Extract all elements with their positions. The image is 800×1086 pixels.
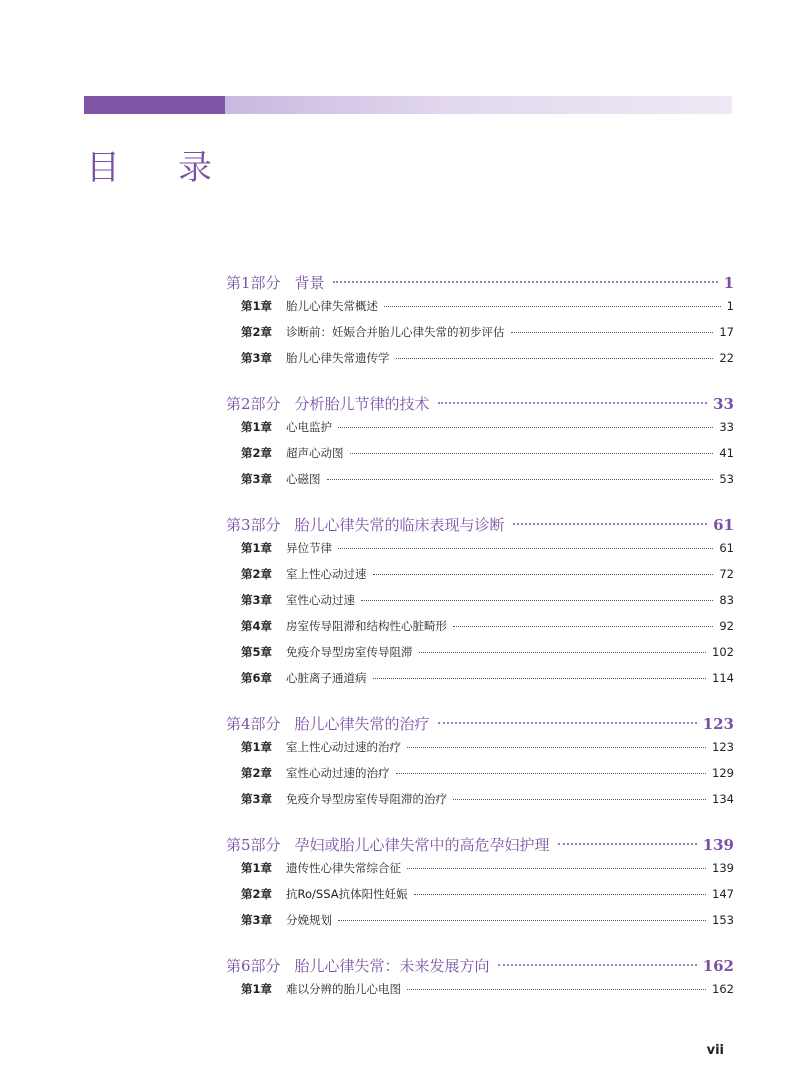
part-page: 162: [702, 957, 734, 975]
dot-leader: [438, 722, 697, 724]
dot-leader: [414, 894, 706, 895]
toc-chapter-entry[interactable]: [226, 912, 734, 938]
part-title: 胎儿心律失常的临床表现与诊断: [294, 516, 505, 534]
part-title: 孕妇或胎儿心律失常中的高危孕妇护理: [294, 836, 550, 854]
chapter-page: 129: [712, 766, 734, 780]
chapter-title: 室上性心动过速: [286, 567, 367, 581]
dot-leader: [338, 427, 713, 428]
chapter-page: 162: [712, 982, 734, 996]
dot-leader: [350, 453, 714, 454]
part-page: 1: [723, 274, 734, 292]
toc-part-entry[interactable]: [226, 955, 734, 981]
chapter-page: 139: [712, 861, 734, 875]
chapter-page: 22: [719, 351, 734, 365]
chapter-number: 第5章: [241, 645, 273, 659]
dot-leader: [407, 747, 706, 748]
page-number: vii: [706, 1043, 724, 1058]
toc-part-entry[interactable]: [226, 713, 734, 739]
page-title-char-2: 录: [178, 148, 214, 188]
part-number: 第5部分: [226, 836, 281, 854]
toc-part-entry[interactable]: [226, 834, 734, 860]
toc-chapter-entry[interactable]: [226, 350, 734, 376]
toc-chapter-entry[interactable]: [226, 324, 734, 350]
dot-leader: [407, 989, 706, 990]
chapter-number: 第3章: [241, 472, 273, 486]
page-title: [86, 140, 214, 189]
chapter-title: 胎儿心律失常概述: [286, 299, 379, 313]
chapter-title: 分娩规划: [286, 913, 333, 927]
part-page: 61: [713, 516, 734, 534]
chapter-title: 诊断前：妊娠合并胎儿心律失常的初步评估: [286, 325, 505, 339]
toc-part-group: [226, 955, 734, 1007]
toc-chapter-entry[interactable]: [226, 566, 734, 592]
dot-leader: [338, 548, 713, 549]
part-number: 第2部分: [226, 395, 281, 413]
chapter-page: 102: [712, 645, 734, 659]
dot-leader: [453, 626, 713, 627]
chapter-title: 抗Ro/SSA抗体阳性妊娠: [286, 887, 408, 901]
dot-leader: [361, 600, 713, 601]
dot-leader: [333, 281, 718, 283]
chapter-number: 第1章: [241, 420, 273, 434]
chapter-page: 83: [719, 593, 734, 607]
chapter-title: 心磁图: [286, 472, 321, 486]
part-title: 胎儿心律失常：未来发展方向: [294, 957, 490, 975]
dot-leader: [373, 678, 707, 679]
dot-leader: [453, 799, 706, 800]
chapter-number: 第4章: [241, 619, 273, 633]
toc-chapter-entry[interactable]: [226, 618, 734, 644]
header-bar-gradient: [225, 96, 732, 114]
part-title: 胎儿心律失常的治疗: [294, 715, 430, 733]
chapter-page: 114: [712, 671, 734, 685]
chapter-number: 第1章: [241, 541, 273, 555]
chapter-number: 第2章: [241, 446, 273, 460]
chapter-title: 难以分辨的胎儿心电图: [286, 982, 402, 996]
chapter-page: 53: [719, 472, 734, 486]
dot-leader: [407, 868, 706, 869]
chapter-number: 第1章: [241, 982, 273, 996]
dot-leader: [384, 306, 721, 307]
part-number: 第4部分: [226, 715, 281, 733]
dot-leader: [338, 920, 706, 921]
toc-chapter-entry[interactable]: [226, 670, 734, 696]
table-of-contents: [226, 272, 734, 1024]
chapter-title: 室性心动过速的治疗: [286, 766, 390, 780]
chapter-number: 第3章: [241, 913, 273, 927]
part-page: 139: [702, 836, 734, 854]
chapter-number: 第2章: [241, 887, 273, 901]
chapter-page: 33: [719, 420, 734, 434]
dot-leader: [511, 332, 714, 333]
toc-chapter-entry[interactable]: [226, 765, 734, 791]
dot-leader: [498, 964, 697, 966]
toc-part-group: [226, 514, 734, 696]
chapter-page: 123: [712, 740, 734, 754]
chapter-page: 92: [719, 619, 734, 633]
chapter-title: 免疫介导型房室传导阻滞的治疗: [286, 792, 448, 806]
dot-leader: [396, 358, 714, 359]
chapter-number: 第3章: [241, 593, 273, 607]
chapter-number: 第2章: [241, 567, 273, 581]
toc-chapter-entry[interactable]: [226, 471, 734, 497]
toc-part-entry[interactable]: [226, 272, 734, 298]
chapter-title: 室上性心动过速的治疗: [286, 740, 402, 754]
toc-chapter-entry[interactable]: [226, 981, 734, 1007]
toc-part-group: [226, 393, 734, 497]
dot-leader: [373, 574, 714, 575]
toc-chapter-entry[interactable]: [226, 739, 734, 765]
chapter-number: 第3章: [241, 792, 273, 806]
part-page: 33: [713, 395, 734, 413]
chapter-number: 第1章: [241, 299, 273, 313]
chapter-page: 153: [712, 913, 734, 927]
dot-leader: [558, 843, 697, 845]
dot-leader: [327, 479, 714, 480]
toc-part-group: [226, 834, 734, 938]
toc-chapter-entry[interactable]: [226, 860, 734, 886]
chapter-page: 147: [712, 887, 734, 901]
chapter-title: 室性心动过速: [286, 593, 356, 607]
chapter-page: 134: [712, 792, 734, 806]
dot-leader: [438, 402, 708, 404]
chapter-page: 17: [719, 325, 734, 339]
chapter-number: 第2章: [241, 325, 273, 339]
part-number: 第1部分: [226, 274, 281, 292]
chapter-title: 心电监护: [286, 420, 333, 434]
toc-chapter-entry[interactable]: [226, 791, 734, 817]
chapter-number: 第1章: [241, 861, 273, 875]
part-title: 背景: [294, 274, 325, 292]
chapter-number: 第3章: [241, 351, 273, 365]
chapter-title: 房室传导阻滞和结构性心脏畸形: [286, 619, 448, 633]
toc-part-group: [226, 272, 734, 376]
part-number: 第3部分: [226, 516, 281, 534]
chapter-title: 心脏离子通道病: [286, 671, 367, 685]
page-title-char-1: 目: [86, 148, 122, 188]
chapter-title: 胎儿心律失常遗传学: [286, 351, 390, 365]
chapter-page: 1: [726, 299, 734, 313]
chapter-page: 41: [719, 446, 734, 460]
toc-chapter-entry[interactable]: [226, 886, 734, 912]
toc-chapter-entry[interactable]: [226, 445, 734, 471]
chapter-title: 遗传性心律失常综合征: [286, 861, 402, 875]
toc-chapter-entry[interactable]: [226, 298, 734, 324]
chapter-page: 61: [719, 541, 734, 555]
part-title: 分析胎儿节律的技术: [294, 395, 430, 413]
header-bar-dark: [84, 96, 225, 114]
toc-chapter-entry[interactable]: [226, 644, 734, 670]
toc-part-entry[interactable]: [226, 393, 734, 419]
part-number: 第6部分: [226, 957, 281, 975]
chapter-page: 72: [719, 567, 734, 581]
toc-chapter-entry[interactable]: [226, 592, 734, 618]
toc-chapter-entry[interactable]: [226, 419, 734, 445]
toc-chapter-entry[interactable]: [226, 540, 734, 566]
chapter-title: 超声心动图: [286, 446, 344, 460]
dot-leader: [396, 773, 707, 774]
chapter-number: 第6章: [241, 671, 273, 685]
chapter-title: 免疫介导型房室传导阻滞: [286, 645, 413, 659]
chapter-number: 第2章: [241, 766, 273, 780]
chapter-number: 第1章: [241, 740, 273, 754]
dot-leader: [419, 652, 707, 653]
header-bar: [84, 96, 732, 114]
chapter-title: 异位节律: [286, 541, 333, 555]
part-page: 123: [702, 715, 734, 733]
dot-leader: [513, 523, 708, 525]
toc-part-entry[interactable]: [226, 514, 734, 540]
toc-part-group: [226, 713, 734, 817]
